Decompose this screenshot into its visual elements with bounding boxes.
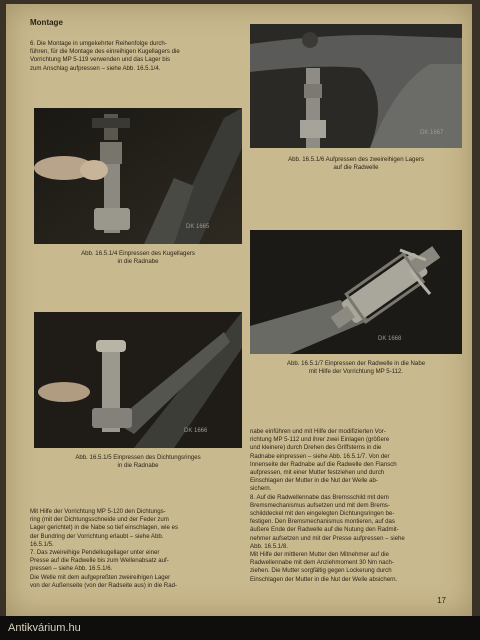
text-line: pressen – siehe Abb. 16.5.1/6.: [30, 565, 113, 573]
text-line: nabe einführen und mit Hilfe der modifizierten Vor-: [250, 428, 386, 435]
text-line: Radnabe einpressen – siehe Abb. 16.5.1/7. Von der: [250, 452, 390, 460]
text-line: 7. Das zweireihige Pendelkugellager unter einer: [30, 549, 160, 557]
caption-line: auf die Radwelle: [333, 164, 379, 172]
text-line: nehmer aufsetzen und mit der Presse aufpressen – siehe: [250, 534, 405, 542]
caption-line: Abb. 16.5.1/6 Aufpressen des zweireihigen Lagers: [288, 156, 424, 163]
watermark-text: Antikvárium.hu: [8, 622, 81, 634]
text-line: Einschlagen der Mutter in die Nut der Welle ab-: [250, 477, 378, 485]
watermark-bar: [0, 616, 480, 640]
caption-line: in die Radnabe: [117, 258, 159, 266]
photo-code: DK 1665: [186, 224, 210, 230]
text-line: festigen. Den Bremsmechanismus montieren, auf das: [250, 518, 395, 526]
page-number: 17: [437, 596, 446, 605]
photo-fig7-image: [250, 230, 462, 354]
text-line: ziehen. Die Mutter sorgfältig gegen Lockerung durch: [250, 567, 392, 575]
text-line: 8. Auf die Radwellennabe das Bremsschild mit dem: [250, 493, 389, 501]
intro-paragraph: [30, 40, 240, 73]
text-line: Innenseite der Radnabe auf die Radwelle den Flansch: [250, 460, 397, 468]
text-line: Einschlagen der Mutter in die Nut der Welle absichern.: [250, 575, 398, 583]
caption-line: Abb. 16.5.1/7 Einpressen der Radwelle in die Nabe: [286, 360, 426, 367]
text-line: richtung MP 5-112 und ihrer zwei Einlagen (größere: [250, 436, 390, 444]
body-right-column: [250, 428, 466, 584]
text-line: schilddeckel mit den eingelegten Dichtungsringen be-: [250, 510, 395, 518]
caption-fig6: [250, 156, 462, 172]
section-heading: Montage: [30, 18, 63, 27]
text-line: 6. Die Montage in umgekehrter Reihenfolge durch-: [30, 40, 167, 47]
photo-fig7-shaft-press: [250, 230, 462, 354]
photo-fig5-image: [34, 312, 242, 448]
text-line: von der Außenseite (von der Radseite aus) in die Rad-: [30, 581, 178, 589]
text-line: Bremsmechanismus aufsetzen und mit dem Brems-: [250, 501, 390, 509]
caption-line: Abb. 16.5.1/4 Einpressen des Kugellagers: [81, 250, 195, 257]
text-line: Mit Hilfe der Vorrichtung MP 5-120 den Dichtungs-: [30, 508, 166, 515]
text-line: 16.5.1/5.: [30, 540, 54, 548]
caption-fig5: [34, 454, 242, 470]
photo-fig4-bearing-press: [34, 108, 242, 244]
caption-line: mit Hilfe der Vorrichtung MP 5-112.: [308, 368, 404, 376]
photo-fig4-image: [34, 108, 242, 244]
caption-fig7: [250, 360, 462, 376]
text-line: Mit Hilfe der mittleren Mutter den Mitnehmer auf die: [250, 551, 389, 559]
text-line: ring (mit der Dichtungsschneide und der Feder zum: [30, 516, 169, 524]
photo-fig6-bearing-press: [250, 24, 462, 148]
photo-code: DK 1666: [184, 428, 208, 434]
text-line: der Bundring der Vorrichtung erlaubt – siehe Abb.: [30, 532, 164, 540]
text-line: Lager gerichtet) in die Nabe so tief einschlagen, wie es: [30, 524, 179, 532]
text-line: führen, für die Montage des einreihigen Kugellagers die: [30, 48, 180, 56]
photo-fig5-seal-ring: [34, 312, 242, 448]
photo-code: DK 1667: [420, 130, 444, 136]
text-line: Vorrichtung MP 5-119 verwenden und das Lager bis: [30, 56, 171, 64]
text-line: aufpressen, mit einer Mutter festziehen und durch: [250, 469, 385, 477]
photo-code: DK 1668: [378, 336, 402, 342]
text-line: Presse auf die Radwelle bis zum Wellenabsatz auf-: [30, 557, 169, 565]
caption-line: Abb. 16.5.1/5 Einpressen des Dichtungsringes: [75, 454, 201, 461]
manual-page: [6, 4, 472, 616]
text-line: Radwellennabe mit dem Anziehmoment 30 Nm nach-: [250, 559, 394, 567]
text-line: zum Anschlag aufpressen – siehe Abb. 16.5.1/4.: [30, 64, 161, 72]
body-left-column: [30, 508, 244, 590]
text-line: äußere Ende der Radwelle auf die Nutung den Radmit-: [250, 526, 399, 534]
text-line: Die Welle mit dem aufgepreßten zweireihigen Lager: [30, 573, 171, 581]
text-line: und kleinere) durch Drehen des Griffsterns in die: [250, 444, 382, 452]
text-line: Abb. 16.5.1/8.: [250, 542, 288, 550]
text-line: sichern.: [250, 485, 272, 493]
caption-line: in die Radnabe: [117, 462, 159, 470]
caption-fig4: [34, 250, 242, 266]
